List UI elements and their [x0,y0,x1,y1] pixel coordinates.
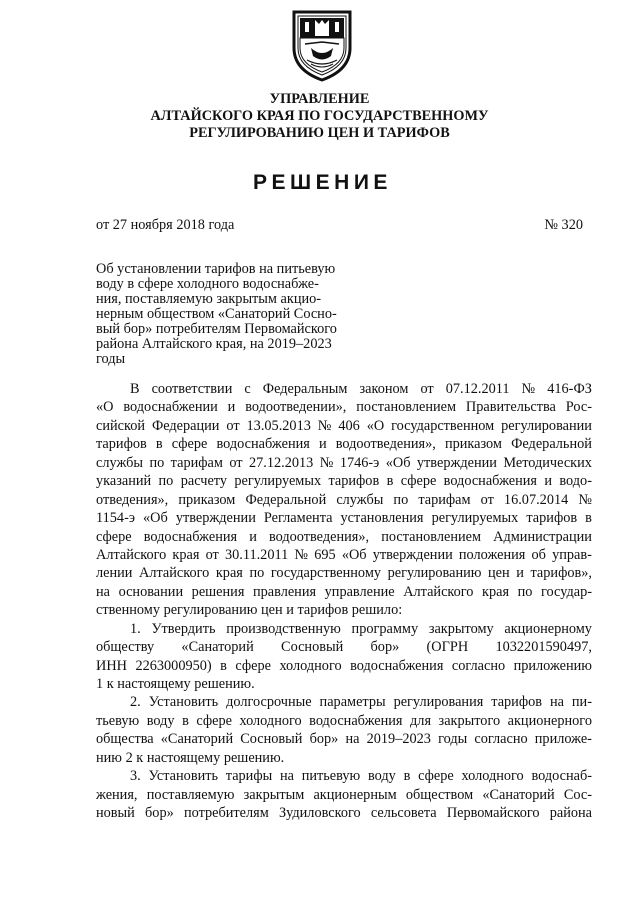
body-line: ИНН 2263000950) в сфере холодного водоснабжения согласно приложению [96,657,592,674]
body-line: указаний по расчету регулируемых тарифов в сфере водоснабжения и водо- [96,473,592,490]
body-line: отведения», приказом Федеральной службы по тарифам от 16.07.2014 № [96,491,592,508]
body-line: на основании решения правления управление Алтайского края по государ- [96,583,592,600]
body-line: 1. Утвердить производственную программу закрытому акционерному [130,620,592,637]
body-line: общества «Санаторий Сосновый бор» на 2019–2023 годы согласно приложе- [96,731,592,748]
subject-line: района Алтайского края, на 2019–2023 [96,336,332,352]
subject-line: воду в сфере холодного водоснабже- [96,276,319,292]
authority-line: АЛТАЙСКОГО КРАЯ ПО ГОСУДАРСТВЕННОМУ [150,108,489,124]
decision-body [96,380,592,823]
body-line: лении Алтайского края по государственному регулированию цен и тарифов», [96,565,592,582]
body-line: жения, поставляемую закрытым акционерным обществом «Санаторий Сос- [96,786,592,803]
subject-line: нерным обществом «Санаторий Сосно- [96,306,337,322]
body-line: новый бор» потребителям Зудиловского сельсовета Первомайского района [96,805,592,822]
issuing-authority [0,91,639,142]
body-line: обществу «Санаторий Сосновый бор» (ОГРН 1032201590497, [96,639,592,656]
body-line: 1 к настоящему решению. [96,676,255,692]
body-line: 1154-э «Об утверждении Регламента установления регулируемых тарифов в [96,510,592,527]
body-line: сийской Федерации от 13.05.2013 № 406 «О государственном регулировании [96,417,592,434]
body-line: «О водоснабжении и водоотведении», постановлением Правительства Рос- [96,399,592,416]
document-title: РЕШЕНИЕ [253,171,392,194]
body-line: ственному регулированию цен и тарифов решило: [96,602,403,619]
authority-line: УПРАВЛЕНИЕ [269,91,370,107]
body-line: нию 2 к настоящему решению. [96,749,285,766]
decision-subject [96,262,366,367]
body-line: тарифов в сфере водоснабжения и водоотведения», приказом Федеральной [96,436,592,453]
body-line: тьевую воду в сфере холодного водоснабжения для закрытого акционерного [96,712,592,729]
document-number: № 320 [544,217,583,233]
body-line: службы по тарифам от 27.12.2013 № 1746-э «Об утверждении Методических [96,454,592,471]
body-line: 2. Установить долгосрочные параметры регулирования тарифов на пи- [130,694,592,711]
authority-line: РЕГУЛИРОВАНИЮ ЦЕН И ТАРИФОВ [189,125,450,141]
document-date: от 27 ноября 2018 года [96,217,235,233]
body-line: Алтайского края от 30.11.2011 № 695 «Об утверждении положения об управ- [96,546,592,563]
body-line: В соответствии с Федеральным законом от 07.12.2011 № 416-ФЗ [130,381,592,397]
coat-of-arms-emblem [291,8,353,82]
body-line: 3. Установить тарифы на питьевую воду в сфере холодного водоснаб- [130,768,592,785]
subject-line: Об установлении тарифов на питьевую [96,261,336,277]
subject-line: годы [96,351,126,367]
subject-line: ния, поставляемую закрытым акцио- [96,291,322,307]
body-line: сфере водоснабжения и водоотведения», постановлением Администрации [96,528,592,545]
subject-line: вый бор» потребителям Первомайского [96,321,337,337]
